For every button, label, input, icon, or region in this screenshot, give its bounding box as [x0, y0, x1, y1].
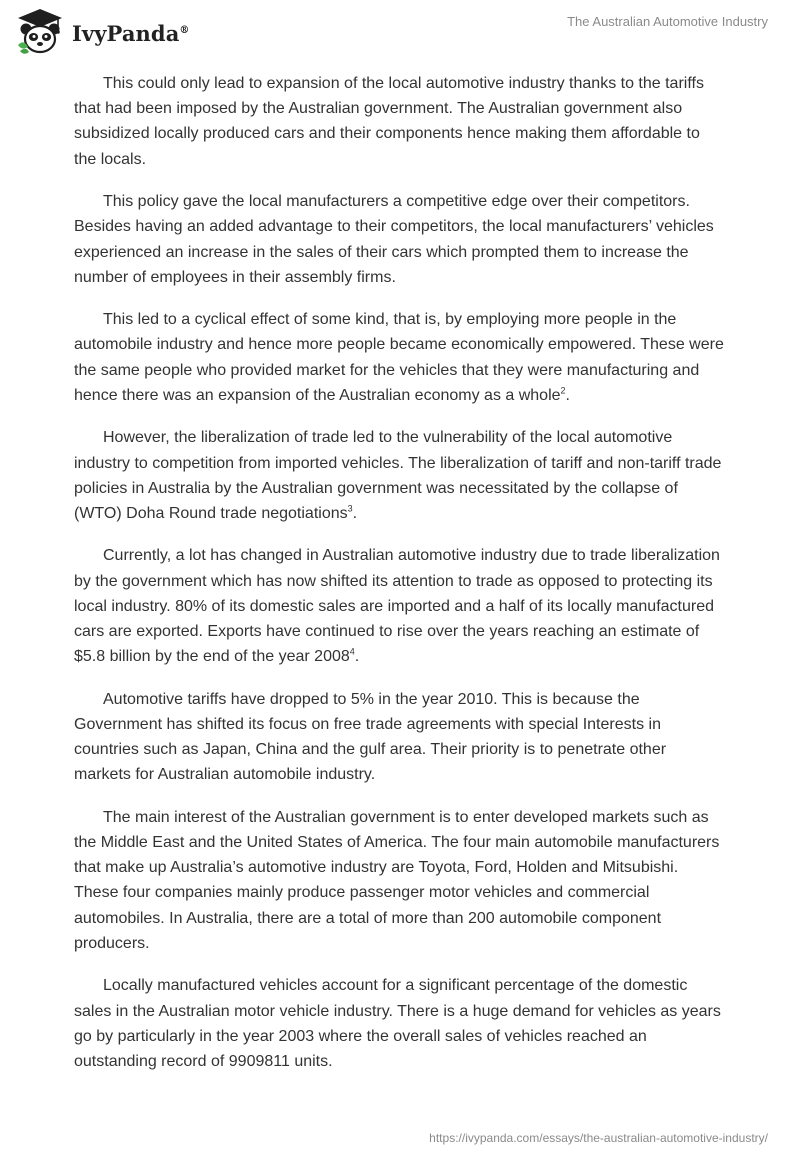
essay-body	[74, 71, 726, 1091]
document-title: The Australian Automotive Industry	[567, 14, 768, 29]
brand-logo[interactable]	[14, 7, 190, 55]
paragraph: However, the liberalization of trade led to the vulnerability of the local automotive industry to competition from imported vehicles. The liberalization of tariff and non-tariff trade policies in Australia by the Australian government was necessitated by the collapse of (WTO) Doha Round trade negotiations$^3$.	[74, 429, 722, 522]
paragraph: Automotive tariffs have dropped to 5% in the year 2010. This is because the Government has shifted its focus on free trade agreements with special Interests in countries such as Japan, China and the gulf area. Their priority is to penetrate other markets for Australian automobile industry.	[74, 690, 667, 784]
paragraph: Locally manufactured vehicles account for a significant percentage of the domestic sales in the Australian motor vehicle industry. There is a huge demand for vehicles as years go by particularly in the year 2003 where the overall sales of vehicles reached an outstanding record of 9909811 units.	[74, 977, 721, 1070]
footnote-ref[interactable]: 3	[347, 503, 353, 514]
paragraph: This could only lead to expansion of the local automotive industry thanks to the tariffs that had been imposed by the Australian government. The Australian government also subsidized locally produced cars and their components hence making them affordable to the locals.	[74, 75, 704, 168]
source-url[interactable]: https://ivypanda.com/essays/the-australian-automotive-industry/	[429, 1131, 768, 1145]
panda-graduation-cap-icon	[14, 7, 66, 55]
paragraph: This policy gave the local manufacturers a competitive edge over their competitors. Besides having an added advantage to their competitors, the local manufacturers’ vehicles experienced an increase in the sales of their cars which prompted them to increase the number of employees in their assembly firms.	[74, 193, 714, 286]
footnote-ref[interactable]: 2	[560, 385, 566, 396]
paragraph: Currently, a lot has changed in Australian automotive industry due to trade liberalization by the government which has now shifted its attention to trade as opposed to protecting its local industry. 80% of its domestic sales are imported and a half of its locally manufactured cars are exported. Exports have continued to rise over the years reaching an estimate of $5.8 billion by the end of the year 2008$^4$.	[74, 547, 720, 666]
paragraph: The main interest of the Australian government is to enter developed markets such as the Middle East and the United States of America. The four main automobile manufacturers that make up Australia’s automotive industry are Toyota, Ford, Holden and Mitsubishi. These four companies mainly produce passenger motor vehicles and commercial automobiles. In Australia, there are a total of more than 200 automobile component producers.	[74, 808, 720, 952]
footnote-ref[interactable]: 4	[349, 646, 355, 657]
page-header	[0, 0, 800, 64]
paragraph: This led to a cyclical effect of some kind, that is, by employing more people in the automobile industry and hence more people became economically empowered. These were the same people who provided market for the vehicles that they were manufacturing and hence there was an expansion of the Australian economy as a whole$^2$.	[74, 311, 724, 404]
brand-name: IvyPanda®	[72, 20, 190, 46]
